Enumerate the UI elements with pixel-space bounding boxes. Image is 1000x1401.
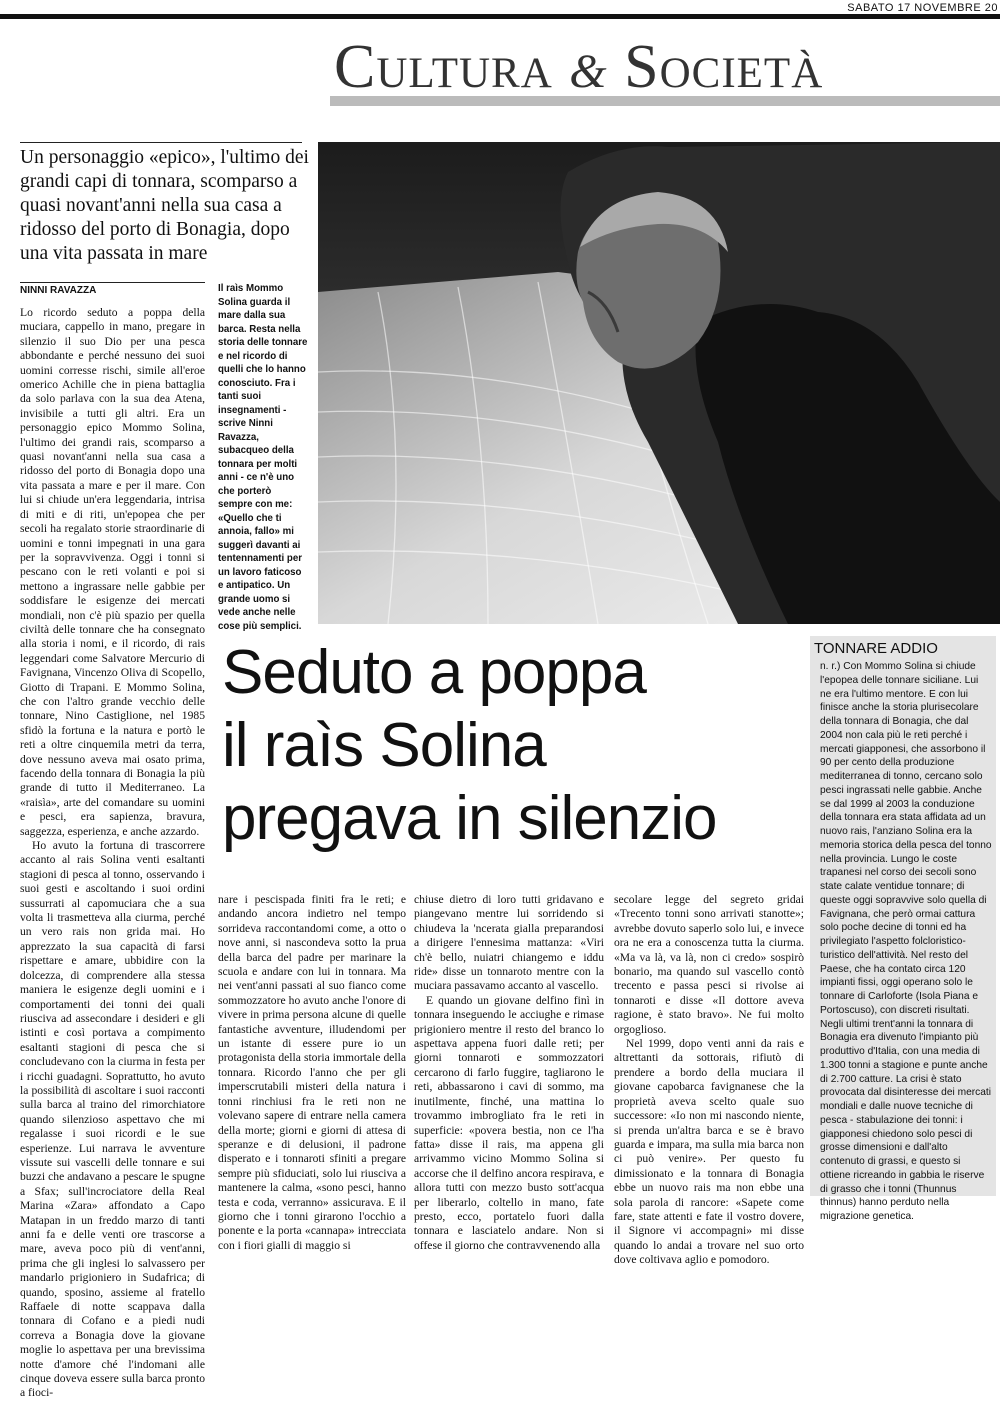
paragraph: chiuse dietro di loro tutti gridavano e piangevano mentre lui sorridendo si chiudeva la 'ncerata gialla preparandosi a dirigere l'ennesima mattanza: «Viri ch'è bello, nuiatri chiangemo e iddu ride» disse un tonnaroto mentre con la muciara passavamo accanto al vascello. bbox=[414, 893, 604, 993]
paragraph: Ho avuto la fortuna di trascorrere accanto al rais Solina venti esaltanti stagioni di pesca al tonno, osservando i suoi gesti e ascoltando i suoi ordini sussurrati al capomuciara che a sua volta li trasmetteva alla ciurma, perché un vero rais non grida mai. Ho apprezzato la sua capacità di farsi rispettare e amare, ubbidire con la dolcezza, di comprendere alla stessa maniera le esigenze degli uomini e i comportamenti dei tonni dei quali riusciva ad assecondare i desideri e gli istinti e così portava a compimento esaltanti stagioni di pesca che si concludevano con la ciurma in festa per i ricchi guadagni. Soprattutto, ho avuto la possibilità di ascoltare i suoi racconti sulla barca al traino del rimorchiatore quando silenzioso aspettavo che mi regalasse i suoi ricordi e le sue esperienze. Lui narrava le avventure vissute sui vascelli delle tonnare e sui buzzi che andavano a pescare le spugne a Sfax; sull'incrociatore della Real Marina «Zara» affondato a Capo Matapan in un freddo marzo di tanti anni fa e delle venti ore trascorse a mare, aveva poco più di vent'anni, prima che gli inglesi lo salvassero per mandarlo prigioniero in Sudafrica; di quando, sposino, assieme al fratello Raffaele di notte scappava dalla tonnara di Cofano e a piedi nudi correva a Bonagia dove la giovane moglie lo aspettava per una brevissima notte d'amore ché l'indomani alle cinque doveva essere sulla barca pronto a fioci- bbox=[20, 839, 205, 1400]
article-column-4 bbox=[614, 893, 804, 1268]
article-column-1 bbox=[20, 306, 205, 1401]
photo-caption: Il raìs Mommo Solina guarda il mare dalla sua barca. Resta nella storia delle tonnare e nel ricordo di quelli che lo hanno conosciuto. Fra i tanti suoi insegnamenti - scrive Ninni Ravazza, subacqueo della tonnara per molti anni - ce n'è uno che porterò sempre con me: «Quello che ti annoia, fallo» mi suggerì davanti ai tentennamenti per un lavoro faticoso e antipatico. Un grande uomo si vede anche nelle cose più semplici. bbox=[218, 283, 308, 632]
top-rule bbox=[0, 14, 1000, 19]
article-column-2 bbox=[218, 893, 406, 1253]
article-column-3 bbox=[414, 893, 604, 1253]
sidebar-body: n. r.) Con Mommo Solina si chiude l'epopea delle tonnare siciliane. Lui ne era l'ultimo mentore. E con lui finisce anche la storia plurisecolare della tonnara di Bonagia, che dal 2004 non cala più le reti perché i mercati giapponesi, che assorbono il 90 per cento della produzione mediterranea di tonno, cercano solo pesci ingrassati nelle gabbie. Anche se dal 1999 al 2003 la conduzione della tonnara era stata affidata ad un nuovo rais, l'anziano Solina era la memoria storica della pesca del tonno nella provincia. Lungo le coste trapanesi nel corso dei secoli sono state calate ventidue tonnare; di queste oggi sopravvive solo quella di Favignana, che però ormai cattura solo poche decine di tonni ed ha privilegiato l'aspetto folcloristico-turistico dell'attività. Nel resto del Paese, che ha contato circa 120 impianti fissi, oggi operano solo le tonnare di Carloforte (Isola Piana e Portoscuso), con discreti risultati. Negli ultimi trent'anni la tonnara di Bonagia era divenuto l'impianto più produttivo d'Italia, con una media di 1.300 tonni a stagione e punte anche di 2.700 catture. La crisi è stato provocata dal disinteresse dei mercati mondiali e dalle nuove tecniche di pesca - stabulazione dei tonni: i giapponesi chiedono solo pesci di grosse dimensioni e dall'alto contenuto di grassi, e questo si ottiene ricreando in gabbia le riserve di grasso che i tonni (Thunnus thinnus) hanno perduto nella migrazione genetica. bbox=[820, 661, 992, 1222]
paragraph: Nel 1999, dopo venti anni da rais e altrettanti da sottorais, rifiutò di prendere a bordo della muciara il giovane capobarca favignanese che la proprietà aveva scelto quale suo successore: «Io non mi nascondo niente, si prenda un'altra barca e se è bravo guarda e impara, ma sulla mia barca non ci può venire». Per questo fu dimissionato e la tonnara di Bonagia ebbe un nuovo rais ma non ebbe una sola parola di rancore: «Sapete come fare, state attenti e fate il vostro dovere, il Signore vi accompagni» mi disse quando lo andai a trovare nel suo orto dove coltivava aglio e pomodoro. bbox=[614, 1037, 804, 1267]
section-word-1: Cultura bbox=[334, 33, 553, 101]
issue-date: SABATO 17 NOVEMBRE 20 bbox=[847, 2, 998, 14]
paragraph: nare i pescispada finiti fra le reti; e andando ancora indietro nel tempo sorrideva raccontandomi come, a otto o nove anni, si nascondeva sotto la prua della barca del padre per marinare la scuola e andare con lui in tonnara. Ma nei vent'anni passati al suo fianco come sommozzatore ho avuto anche l'onore di vivere in prima persona alcune di quelle fantastiche avventure, illudendomi per un istante di essere pure io un protagonista della storia immortale della tonnara. Ricordo l'anno che per gli imperscrutabili misteri della natura i tonni rinchiusi fra le reti non ne volevano sapere di entrare nella camera della morte; giorni e giorni di attesa di speranze e di delusioni, il padrone disperato e i tonnaroti sfiniti a pregare sempre più sfiduciati, solo lui riusciva a mantenere la calma, «sono pesci, hanno testa e coda, verranno» assicurava. E il giorno che i tonni girarono l'occhio a ponente e la porta «cannapa» intrecciata con i fiori gialli di maggio si bbox=[218, 893, 406, 1252]
headline-line-3: pregava in silenzio bbox=[222, 784, 717, 853]
headline-line-1: Seduto a poppa bbox=[222, 638, 646, 707]
photo-image bbox=[318, 142, 1000, 624]
byline-rule bbox=[20, 282, 205, 283]
headline bbox=[222, 636, 812, 855]
byline: NINNI RAVAZZA bbox=[20, 285, 97, 296]
headline-line-2: il raìs Solina bbox=[222, 711, 546, 780]
section-title bbox=[334, 32, 823, 107]
section-ampersand: & bbox=[569, 45, 608, 98]
paragraph: Lo ricordo seduto a poppa della muciara, cappello in mano, pregare in silenzio il suo Dio per una pesca abbondante e perché nessuno dei suoi uomini corresse rischi, simile all'eroe omerico Achille che in piena battaglia da solo parlava con la sua dea Atena, invisibile a tutti gli altri. Era un personaggio epico Mommo Solina, l'ultimo dei grandi rais, scomparso a quasi novant'anni nella sua casa a ridosso del porto di Bonagia dopo una vita passata a mare e per il mare. Con lui si chiude un'era leggendaria, intrisa di miti e di riti, un'epopea che per secoli ha regalato storie straordinarie di uomini e tonni impegnati in una gara per la sopravvivenza. Oggi i tonni si pescano con le reti volanti e poi si mettono a ingrassare nelle gabbie per soddisfare le esigenze dei mercati mondiali, non c'è più spazio per quella civiltà delle tonnare che ha consegnato alla storia i nomi, e il ricordo, di rais leggendari come Salvatore Mercurio di Favignana, Vincenzo Oliva di Scopello, Giotto di Trapani. E Mommo Solina, che con l'altro grande vecchio delle tonnare, Nino Castiglione, nel 1985 sfidò la fortuna e la natura e portò le reti a oltre cinquemila metri da terra, dove nessuno aveva mai osato prima, facendo della tonnara di Bonagia la più grande di tutto il Mediterraneo. La «raisìa», arte del comandare su uomini e pesci, era sapienza, bravura, saggezza, esperienza, e anche azzardo. bbox=[20, 306, 205, 838]
photo-rais-solina bbox=[318, 142, 1000, 624]
section-word-2: Società bbox=[624, 33, 824, 101]
paragraph: secolare legge del segreto gridai «Trecento tonni sono arrivati stanotte»; avrebbe dovuto saperlo solo lui, e invece ora ne era a conoscenza tutta la ciurma. «Ma va là, va là, non ci credo» sospirò bonario, ma quando sul vascello contò trecento e passa pesci si rivolse ai tonnaroti e disse «Il dottore aveva ragione, è stato bravo». Ne fui molto orgoglioso. bbox=[614, 893, 804, 1036]
paragraph: E quando un giovane delfino finì in tonnara inseguendo le acciughe e rimase prigioniero mentre il resto del branco lo aspettava appena fuori dalle reti; per giorni tonnaroti e sommozzatori cercarono di farlo fuggire, tagliarono le reti, abbassarono i cavi di sommo, ma inutilmente, finché, una mattina lo trovammo imbrogliato fra le reti in superficie: «povera bestia, non ce l'ha fatta» disse il rais, ma appena gli arrivammo vicino Mommo Solina si accorse che il delfino ancora respirava, e allora tutti con mezzo busto sott'acqua per liberarlo, coltello in mano, fate presto, ecco, portatelo fuori dalla tonnara e lasciatelo andare. Non si offese il giorno che contravvenendo alla bbox=[414, 993, 604, 1252]
sidebar-title: TONNARE ADDIO bbox=[814, 640, 938, 657]
article-lead: Un personaggio «epico», l'ultimo dei grandi capi di tonnara, scomparso a quasi novant'anni nella sua casa a ridosso del porto di Bonagia, dopo una vita passata in mare bbox=[20, 147, 309, 264]
lead-rule bbox=[20, 142, 302, 143]
